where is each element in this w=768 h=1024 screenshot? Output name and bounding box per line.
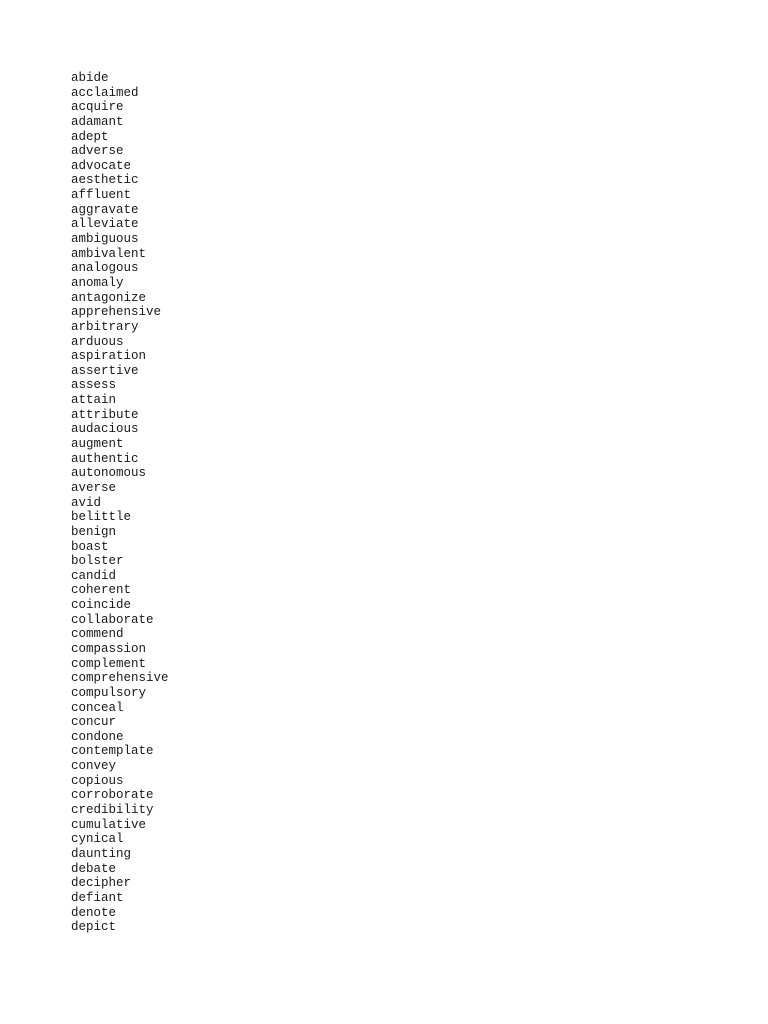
list-item: acquire (71, 100, 124, 115)
list-item: adverse (71, 144, 124, 159)
word-list (71, 71, 169, 935)
list-item: commend (71, 627, 124, 642)
list-item: aesthetic (71, 173, 139, 188)
list-item: aggravate (71, 202, 139, 217)
list-item: aspiration (71, 349, 147, 364)
list-item: adept (71, 129, 109, 144)
list-item: adamant (71, 114, 124, 129)
list-item: compulsory (71, 685, 147, 700)
list-item: abide (71, 71, 109, 85)
list-item: debate (71, 861, 117, 876)
list-item: assertive (71, 363, 139, 378)
list-item: boast (71, 539, 109, 554)
list-item: affluent (71, 188, 132, 203)
list-item: convey (71, 759, 117, 774)
list-item: decipher (71, 876, 132, 891)
list-item: attribute (71, 407, 139, 422)
list-item: autonomous (71, 466, 147, 481)
list-item: augment (71, 437, 124, 452)
list-item: anomaly (71, 275, 124, 290)
list-item: corroborate (71, 788, 154, 803)
list-item: collaborate (71, 612, 154, 627)
list-item: condone (71, 729, 124, 744)
list-item: denote (71, 905, 117, 920)
list-item: belittle (71, 510, 132, 525)
list-item: averse (71, 480, 117, 495)
list-item: concur (71, 715, 117, 730)
list-item: ambiguous (71, 232, 139, 247)
list-item: avid (71, 495, 102, 510)
list-item: daunting (71, 846, 132, 861)
list-item: benign (71, 524, 117, 539)
list-item: credibility (71, 803, 154, 818)
list-item: cumulative (71, 817, 147, 832)
list-item: antagonize (71, 290, 147, 305)
list-item: contemplate (71, 744, 154, 759)
list-item: bolster (71, 554, 124, 569)
list-item: conceal (71, 700, 124, 715)
list-item: alleviate (71, 217, 139, 232)
list-item: advocate (71, 158, 132, 173)
list-item: coherent (71, 583, 132, 598)
list-item: apprehensive (71, 305, 162, 320)
list-item: compassion (71, 641, 147, 656)
list-item: depict (71, 920, 117, 935)
list-item: authentic (71, 451, 139, 466)
list-item: arbitrary (71, 319, 139, 334)
list-item: ambivalent (71, 246, 147, 261)
list-item: comprehensive (71, 671, 169, 686)
list-item: attain (71, 393, 117, 408)
list-item: arduous (71, 334, 124, 349)
list-item: cynical (71, 832, 124, 847)
list-item: assess (71, 378, 117, 393)
list-item: analogous (71, 261, 139, 276)
list-item: copious (71, 773, 124, 788)
list-item: defiant (71, 890, 124, 905)
list-item: acclaimed (71, 85, 139, 100)
list-item: audacious (71, 422, 139, 437)
list-item: coincide (71, 598, 132, 613)
list-item: complement (71, 656, 147, 671)
list-item: candid (71, 568, 117, 583)
